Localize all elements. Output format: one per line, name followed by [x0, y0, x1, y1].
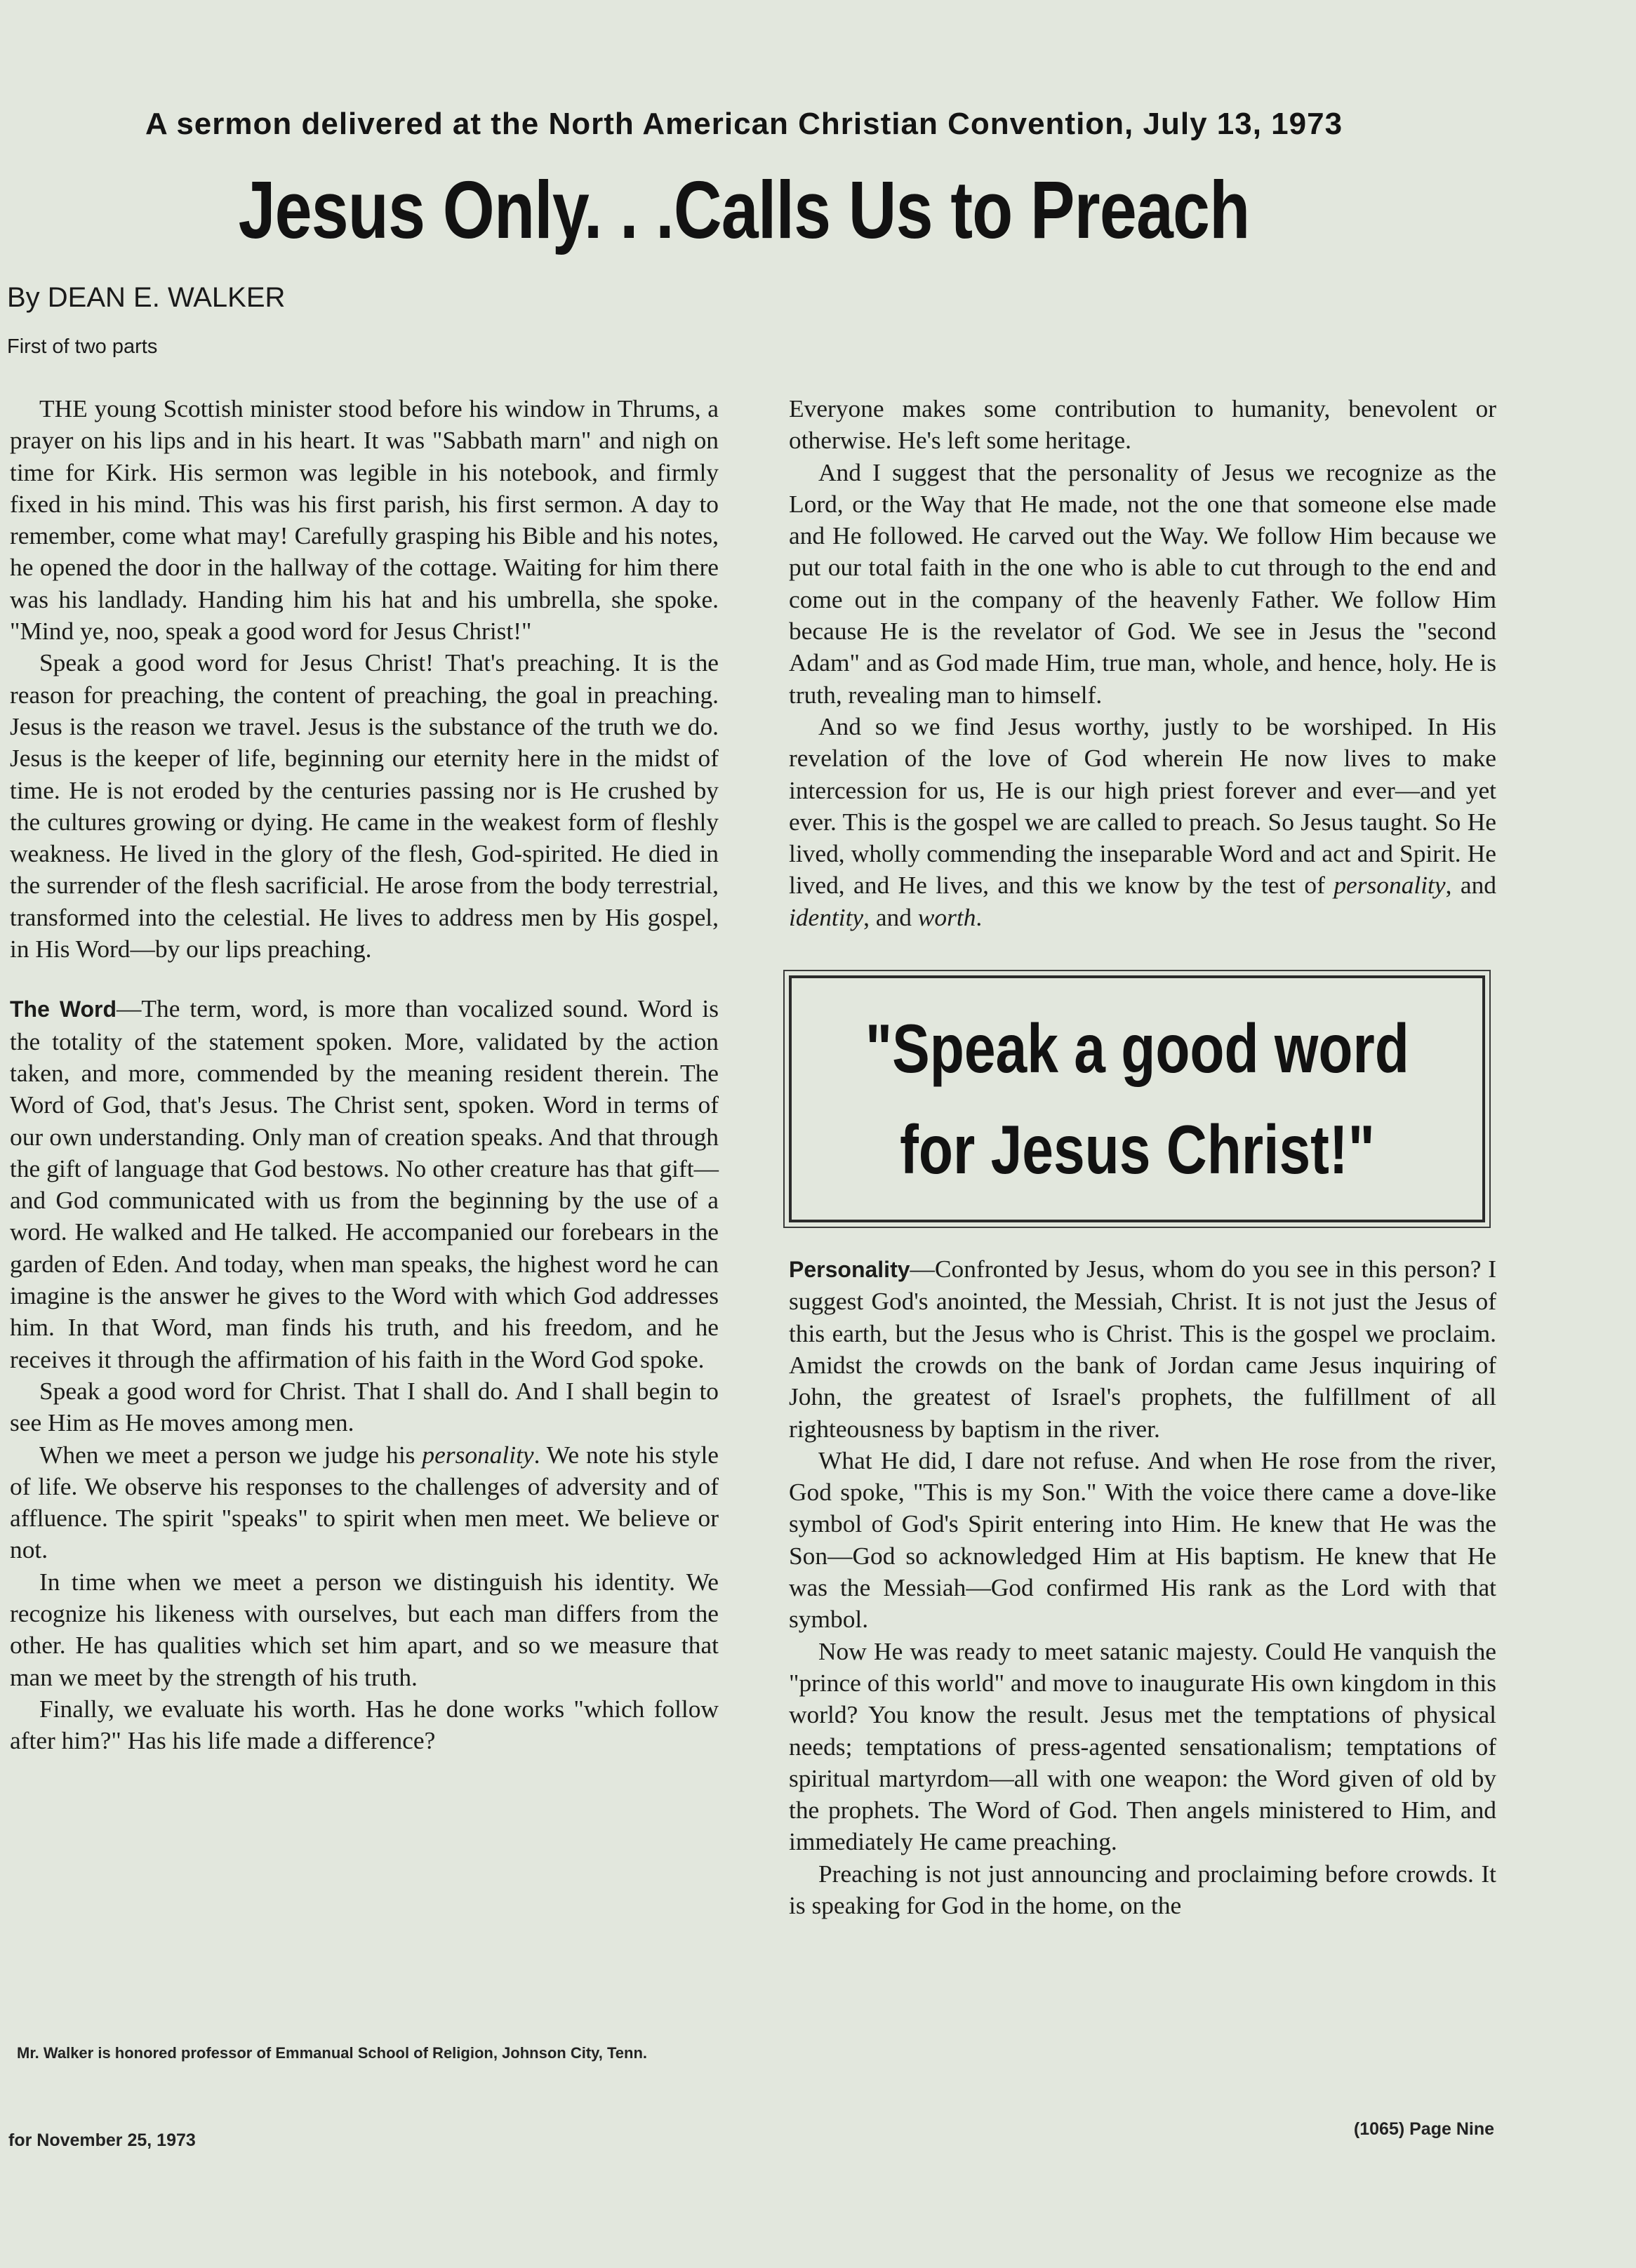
author-byline: By DEAN E. WALKER — [7, 282, 286, 313]
sermon-subtitle: A sermon delivered at the North American Christian Convention, July 13, 1973 — [145, 107, 1343, 141]
paragraph — [10, 1439, 719, 1566]
paragraph: Speak a good word for Christ. That I shall do. And I shall begin to see Him as He moves among men. — [10, 1376, 719, 1437]
pull-quote-box — [789, 975, 1485, 1222]
emphasis-text: identity — [789, 902, 864, 931]
paragraph: Finally, we evaluate his worth. Has he done works "which follow after him?" Has his life made a difference? — [10, 1694, 719, 1755]
paragraph: Speak a good word for Jesus Christ! That's preaching. It is the reason for preaching, the content of preaching, the goal in preaching. Jesus is the reason we travel. Jesus is the substance of the truth we do. Jesus is the keeper of life, beginning our eternity here in the midst of time. He is not eroded by the centuries passing nor is He crushed by the cultures growing or dying. He came in the weakest form of fleshly weakness. He lived in the glory of the flesh, God-spirited. He died in the surrender of the flesh sacrificial. He arose from the body terrestrial, transformed into the celestial. He lives to address men by His gospel, in His Word—by our lips preaching. — [10, 648, 719, 963]
emphasis-text: personality — [422, 1440, 534, 1469]
article-title: Jesus Only. . .Calls Us to Preach — [238, 164, 1250, 255]
pull-quote-line: "Speak a good word — [865, 1010, 1409, 1088]
section-paragraph-the-word — [10, 993, 719, 1375]
emphasis-text: worth — [917, 902, 976, 931]
paragraph: THE young Scottish minister stood before his window in Thrums, a prayer on his lips and in his heart. It was "Sabbath marn" and nigh on time for Kirk. His sermon was legible in his notebook, and firmly fixed in his mind. This was his first parish, his first sermon. A day to remember, come what may! Carefully grasping his Bible and his notes, he opened the door in the hallway of the cottage. Waiting for him there was his landlady. Handing him his hat and his umbrella, she spoke. "Mind ye, noo, speak a good word for Jesus Christ!" — [10, 394, 719, 646]
paragraph — [789, 711, 1496, 933]
left-column — [10, 393, 719, 1756]
paragraph: In time when we meet a person we distinguish his identity. We recognize his likeness with ourselves, but each man differs from the other. He has qualities which set him apart, and so we measure that man we meet by the strength of his truth. — [10, 1567, 719, 1691]
paragraph-text: . — [976, 902, 983, 931]
paragraph-text: When we meet a person we judge his — [39, 1440, 423, 1469]
pull-quote-line: for Jesus Christ!" — [899, 1111, 1375, 1189]
page-number: (1065) Page Nine — [1353, 2119, 1494, 2139]
paragraph: Preaching is not just announcing and proclaiming before crowds. It is speaking for God in the home, on the — [789, 1859, 1496, 1919]
part-note: First of two parts — [7, 335, 158, 358]
paragraph-text: . We note his style of life. We observe his responses to the challenges of adversity and of affluence. The spirit "speaks" to spirit when men meet. We believe or not. — [10, 1440, 719, 1564]
paragraph-text: And so we find Jesus worthy, justly to be worshiped. In His revelation of the love of God wherein He now lives to make intercession for us, He is our high priest forever and ever—and yet ever. This is the gospel we are called to preach. So Jesus taught. So He lived, wholly commending the inseparable Word and act and Spirit. He lived, and He lives, and this we know by the test of — [789, 712, 1496, 900]
section-heading-the-word: The Word — [10, 996, 117, 1022]
paragraph-text: —Confronted by Jesus, whom do you see in this person? I suggest God's anointed, the Messiah, Christ. It is not just the Jesus of this earth, but the Jesus who is Christ. This is the gospel we proclaim. Amidst the crowds on the bank of Jordan came Jesus inquiring of John, the greatest of Israel's prophets, the fulfillment of all righteousness by baptism in the river. — [789, 1255, 1496, 1443]
paragraph-text: , and — [1445, 871, 1496, 900]
issue-date: for November 25, 1973 — [8, 2130, 196, 2150]
paragraph: Now He was ready to meet satanic majesty. Could He vanquish the "prince of this world" and move to inaugurate His own kingdom in this world? You know the result. Jesus met the temptations of physical needs; temptations of press-agented sensationalism; temptations of spiritual martyrdom—all with one weapon: the Word given of old by the prophets. The Word of God. Then angels ministered to Him, and immediately He came preaching. — [789, 1636, 1496, 1856]
section-heading-personality: Personality — [789, 1257, 910, 1283]
paragraph-text: , and — [863, 902, 918, 931]
right-column — [789, 393, 1496, 1921]
section-paragraph-personality — [789, 1253, 1496, 1445]
author-footnote: Mr. Walker is honored professor of Emmanual School of Religion, Johnson City, Tenn. — [17, 2044, 648, 2062]
paragraph: Everyone makes some contribution to humanity, benevolent or otherwise. He's left some heritage. — [789, 394, 1496, 455]
paragraph: And I suggest that the personality of Jesus we recognize as the Lord, or the Way that He made, not the one that someone else made and He followed. He carved out the Way. We follow Him because we put our total faith in the one who is able to cut through to the end and come out in the company of the heavenly Father. We follow Him because He is the revelator of God. We see in Jesus the "second Adam" and as God made Him, true man, whole, and hence, holy. He is truth, revealing man to himself. — [789, 458, 1496, 709]
paragraph-text: —The term, word, is more than vocalized sound. Word is the totality of the statement spoken. More, validated by the action taken, and more, commended by the meaning resident therein. The Word of God, that's Jesus. The Christ sent, spoken. Word in terms of our own understanding. Only man of creation speaks. And that through the gift of language that God bestows. No other creature has that gift—and God communicated with us from the beginning by the use of a word. He walked and He talked. He accompanied our forebears in the garden of Eden. And today, when man speaks, the highest word he can imagine is the answer he gives to the Word with which God addresses him. In that Word, man finds his truth, and his freedom, and he receives it through the affirmation of his faith in the Word God spoke. — [10, 994, 719, 1373]
emphasis-text: personality — [1334, 871, 1446, 900]
pull-quote — [865, 998, 1409, 1200]
paragraph: What He did, I dare not refuse. And when He rose from the river, God spoke, "This is my Son." With the voice there came a dove-like symbol of God's Spirit entering into Him. He knew that He was the Son—God so acknowledged Him at His baptism. He knew that He was the Messiah—God confirmed His rank as the Lord with that symbol. — [789, 1446, 1496, 1634]
